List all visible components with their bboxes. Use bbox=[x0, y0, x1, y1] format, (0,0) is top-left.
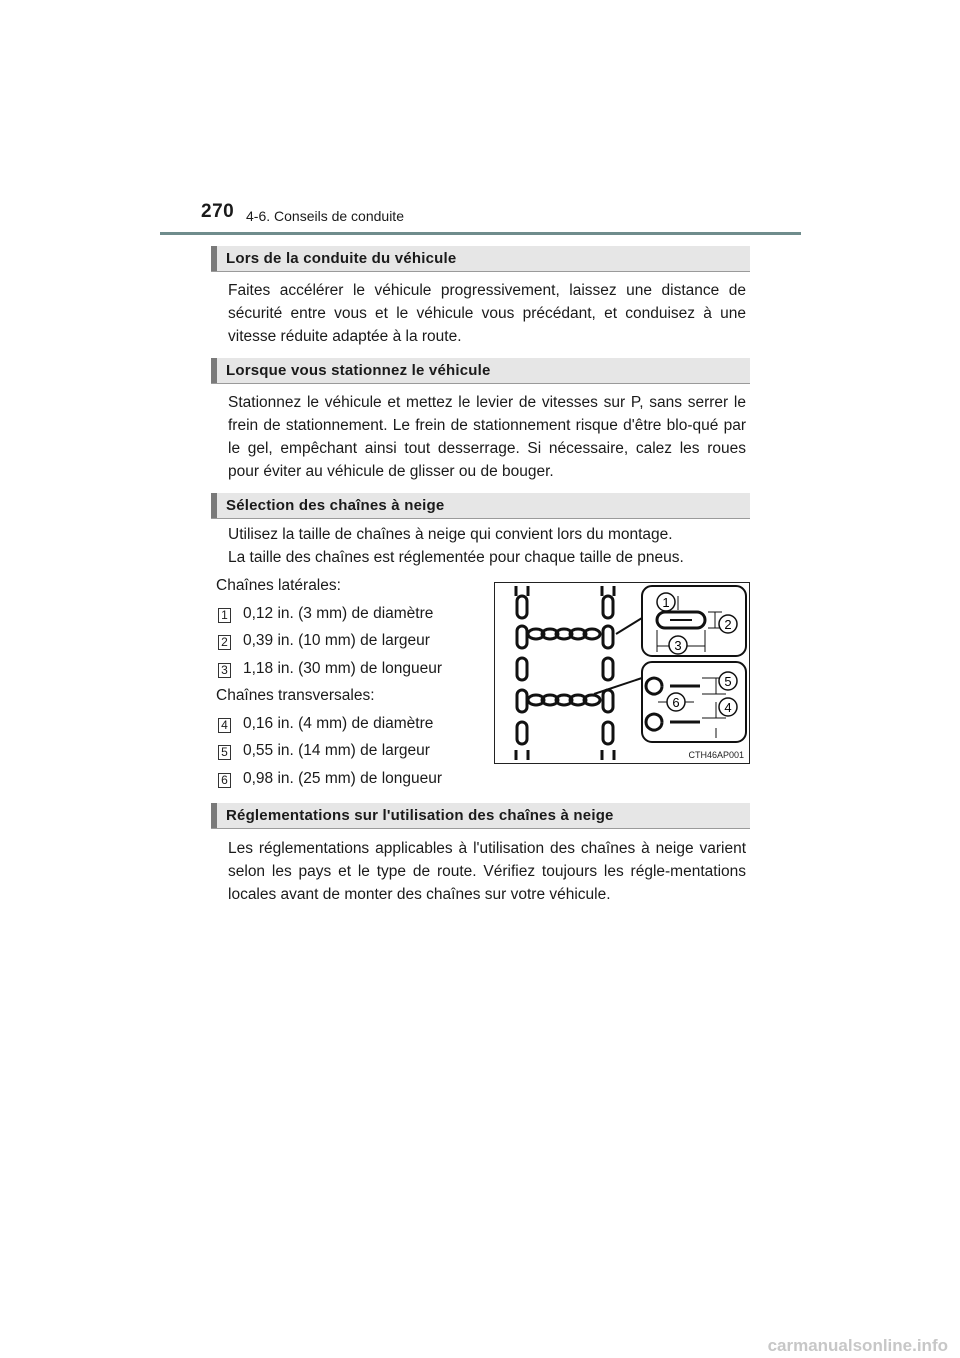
watermark: carmanualsonline.info bbox=[767, 1336, 948, 1355]
lateral-chains-label: Chaînes latérales: bbox=[216, 577, 341, 594]
section-body-chain-regulations: Les réglementations applicables à l'utilisation des chaînes à neige varient selon les pays et le type de route. Vérifiez toujours les régle-mentations locales avant de monter des chaînes sur votre véhicule. bbox=[228, 840, 746, 903]
section-body-parking: Stationnez le véhicule et mettez le levier de vitesses sur P, sans serrer le frein de stationnement. Le frein de stationnement risque d'être blo-qué par le gel, empêchant ainsi tout desserrage. Si nécessaire, calez les roues pour éviter au véhicule de glisser ou de bouger. bbox=[228, 394, 746, 480]
section-heading-parking bbox=[211, 358, 750, 384]
section-body-driving: Faites accélérer le véhicule progressivement, laissez une distance de sécurité entre vous et le véhicule vous précédant, et conduisez à une vitesse réduite adaptée à la route. bbox=[228, 282, 746, 345]
spec-text: 0,39 in. (10 mm) de largeur bbox=[243, 632, 430, 649]
spec-item-4 bbox=[218, 715, 433, 733]
spec-item-1 bbox=[218, 605, 433, 623]
callout-box: 1 bbox=[218, 608, 231, 623]
spec-text: 0,12 in. (3 mm) de diamètre bbox=[243, 605, 434, 622]
callout-circle bbox=[669, 636, 687, 654]
spec-text: 1,18 in. (30 mm) de longueur bbox=[243, 660, 443, 677]
transverse-chains-label: Chaînes transversales: bbox=[216, 687, 375, 704]
callout-2: 2 bbox=[724, 617, 732, 632]
section-title: Réglementations sur l'utilisation des chaînes à neige bbox=[226, 807, 614, 824]
callout-circle bbox=[667, 693, 685, 711]
callout-circle bbox=[719, 615, 737, 633]
spec-item-6 bbox=[218, 770, 442, 788]
callout-box: 5 bbox=[218, 745, 231, 760]
callout-6: 6 bbox=[672, 695, 680, 710]
figure-code: CTH46AP001 bbox=[688, 750, 744, 760]
callout-circle bbox=[719, 698, 737, 716]
chain-selection-line-1: Utilisez la taille de chaînes à neige qui convient lors du montage. bbox=[228, 526, 673, 543]
spec-item-2 bbox=[218, 632, 430, 650]
running-header: 4-6. Conseils de conduite bbox=[246, 208, 404, 224]
section-title: Lors de la conduite du véhicule bbox=[226, 250, 457, 267]
callout-5: 5 bbox=[724, 674, 732, 689]
callout-1: 1 bbox=[662, 595, 670, 610]
page-number: 270 bbox=[201, 201, 235, 222]
spec-text: 0,55 in. (14 mm) de largeur bbox=[243, 742, 430, 759]
callout-box: 4 bbox=[218, 718, 231, 733]
section-heading-chain-regulations bbox=[211, 803, 750, 829]
section-heading-driving bbox=[211, 246, 750, 272]
spec-text: 0,98 in. (25 mm) de longueur bbox=[243, 770, 443, 787]
callout-circle bbox=[719, 672, 737, 690]
chain-selection-line-2: La taille des chaînes est réglementée pour chaque taille de pneus. bbox=[228, 549, 684, 566]
callout-box: 2 bbox=[218, 635, 231, 650]
section-title: Lorsque vous stationnez le véhicule bbox=[226, 362, 491, 379]
spec-item-3 bbox=[218, 660, 442, 678]
callout-box: 6 bbox=[218, 773, 231, 788]
callout-4: 4 bbox=[724, 700, 732, 715]
callout-3: 3 bbox=[674, 638, 682, 653]
header-rule bbox=[160, 232, 801, 235]
snow-chain-diagram bbox=[494, 582, 750, 764]
callout-box: 3 bbox=[218, 663, 231, 678]
spec-item-5 bbox=[218, 742, 430, 760]
spec-text: 0,16 in. (4 mm) de diamètre bbox=[243, 715, 434, 732]
section-heading-chain-selection bbox=[211, 493, 750, 519]
callout-circle bbox=[657, 593, 675, 611]
section-title: Sélection des chaînes à neige bbox=[226, 497, 445, 514]
